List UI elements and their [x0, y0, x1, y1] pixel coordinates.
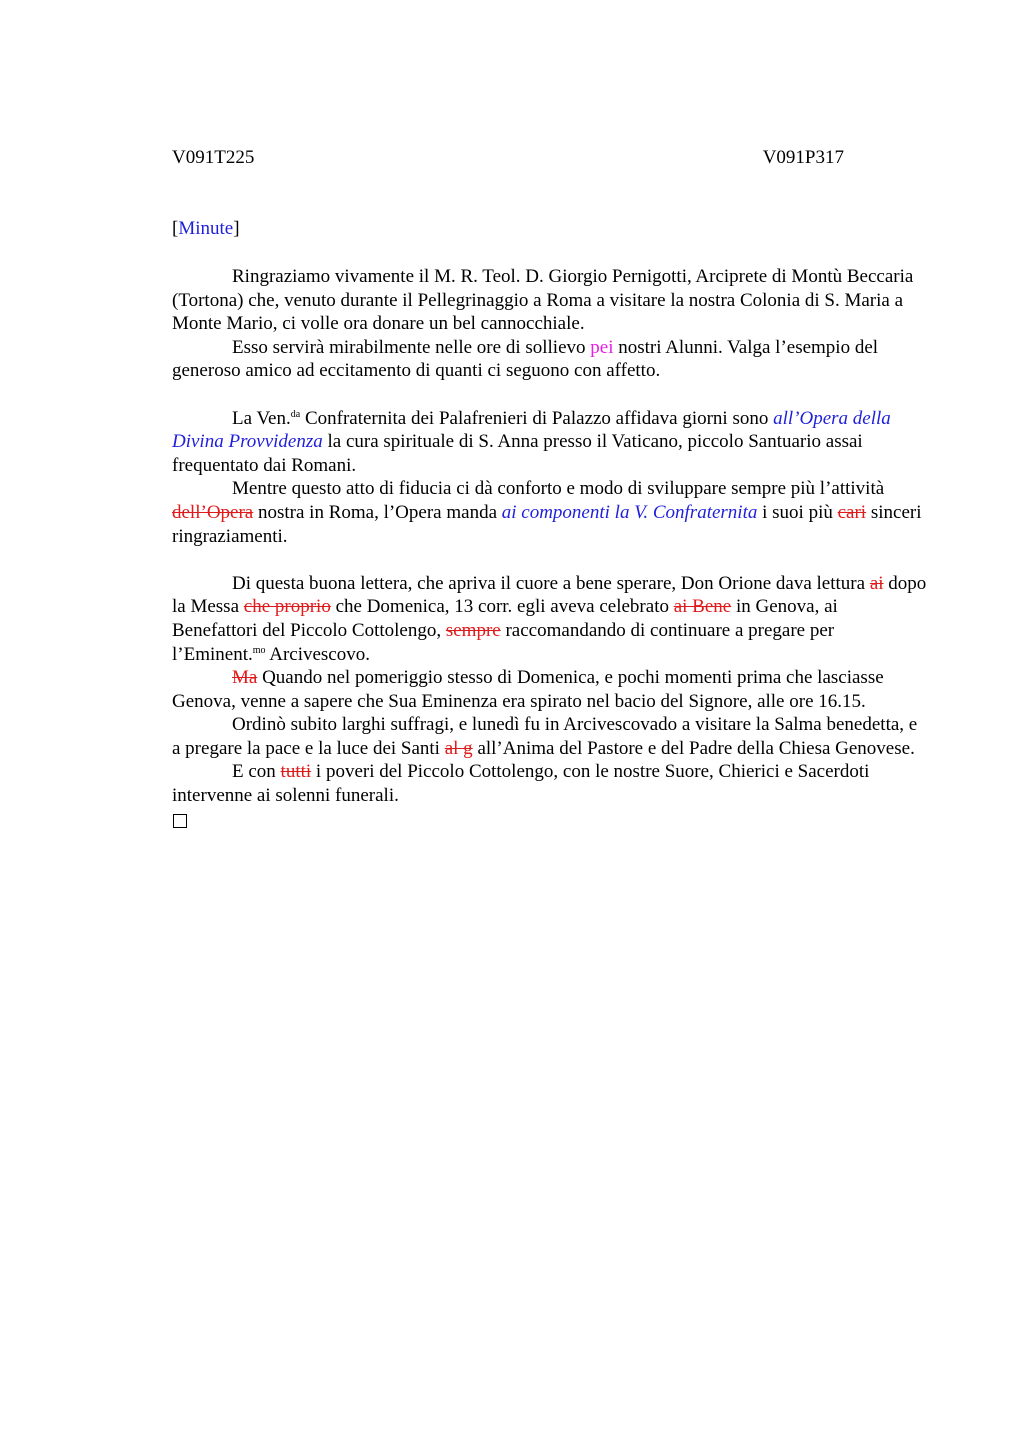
p4-deletion-1: dell’Opera	[172, 501, 254, 523]
p7-text-a: Ordinò subito larghi suffragi, e lunedì fu in Arcivescovado a visitare la Salma benedetta, e a pregare la pace e la luce dei Santi	[172, 714, 918, 759]
p5-text-e: raccomandando di continuare a pregare per l’Eminent.	[172, 619, 835, 665]
p1-text: Ringraziamo vivamente il M. R. Teol. D. Giorgio Pernigotti, Arciprete di Montù Beccaria (Tortona) che, venuto durante il Pellegrinaggio a Roma a visitare la nostra Colonia di S. Maria a Monte Mario, ci volle ora donare un bel cannocchiale.	[172, 266, 914, 335]
label-text: Minute	[178, 218, 234, 239]
p3-text-a: La Ven.	[232, 407, 291, 429]
paragraph-7	[172, 713, 928, 760]
paragraph-5	[172, 572, 928, 666]
paragraph-1	[172, 265, 928, 336]
p5-text-b: dopo la Messa	[172, 572, 927, 618]
label-close-bracket: ]	[233, 218, 240, 239]
p6-deletion: Ma	[232, 667, 258, 689]
p4-insertion: ai componenti la V. Confraternita	[501, 501, 758, 523]
minute-label	[172, 217, 240, 241]
paragraph-gap	[172, 548, 928, 572]
p5-deletion-1: ai	[869, 572, 884, 594]
p3-text-c: la cura spirituale di S. Anna presso il Vaticano, piccolo Santuario assai frequentato dai Romani.	[172, 431, 863, 476]
paragraph-3	[172, 407, 928, 478]
p7-text-b: all’Anima del Pastore e del Padre della Chiesa Genovese.	[472, 737, 915, 759]
document-code-right: V091P317	[762, 147, 844, 168]
p5-text-f: Arcivescovo.	[265, 643, 370, 665]
page-header	[172, 146, 844, 170]
p5-deletion-3: ai Bene	[673, 596, 732, 618]
p5-deletion-2: che proprio	[243, 596, 331, 618]
paragraph-2	[172, 336, 928, 383]
p8-text-b: i poveri del Piccolo Cottolengo, con le nostre Suore, Chierici e Sacerdoti intervenne ai solenni funerali.	[172, 761, 870, 807]
p8-deletion: tutti	[280, 761, 312, 783]
p7-deletion: al g	[444, 737, 473, 759]
p5-text-a: Di questa buona lettera, che apriva il cuore a bene sperare, Don Orione dava lettura	[232, 572, 870, 594]
p6-text-a: Quando nel pomeriggio stesso di Domenica, e pochi momenti prima che lasciasse Genova, venne a sapere che Sua Eminenza era spirato nel bacio del Signore, alle ore 16.15.	[172, 667, 884, 712]
p8-text-a: E con	[232, 761, 281, 783]
p4-deletion-2: cari	[837, 501, 867, 523]
p2-text-a: Esso servirà mirabilmente nelle ore di sollievo	[232, 336, 591, 358]
empty-square-icon	[173, 814, 187, 828]
p5-text-c: che Domenica, 13 corr. egli aveva celebrato	[330, 596, 674, 618]
p4-text-a: Mentre questo atto di fiducia ci dà conforto e modo di sviluppare sempre più l’attività	[232, 478, 885, 500]
label-open-bracket: [	[172, 218, 179, 239]
p3-superscript: da	[290, 408, 301, 420]
p3-insertion: all’Opera della Divina Provvidenza	[172, 407, 891, 453]
p4-text-c: i suoi più	[757, 501, 838, 523]
p5-text-d: in Genova, ai Benefattori del Piccolo Cottolengo,	[172, 596, 838, 641]
paragraph-4	[172, 477, 928, 548]
p4-text-b: nostra in Roma, l’Opera manda	[253, 501, 502, 523]
p5-superscript: mo	[252, 644, 266, 656]
p2-text-b: nostri Alunni. Valga l’esempio del generoso amico ad eccitamento di quanti ci seguono con affetto.	[172, 336, 879, 382]
p3-text-b: Confraternita dei Palafrenieri di Palazzo affidava giorni sono	[300, 407, 774, 429]
p2-highlight-word: pei	[590, 336, 614, 358]
document-code-left: V091T225	[172, 147, 255, 168]
paragraph-gap	[172, 383, 928, 407]
paragraph-8	[172, 760, 928, 807]
p4-text-d: sinceri ringraziamenti.	[172, 501, 922, 547]
paragraph-6	[172, 666, 928, 713]
p5-deletion-4: sempre	[445, 619, 501, 641]
document-body	[172, 265, 928, 828]
